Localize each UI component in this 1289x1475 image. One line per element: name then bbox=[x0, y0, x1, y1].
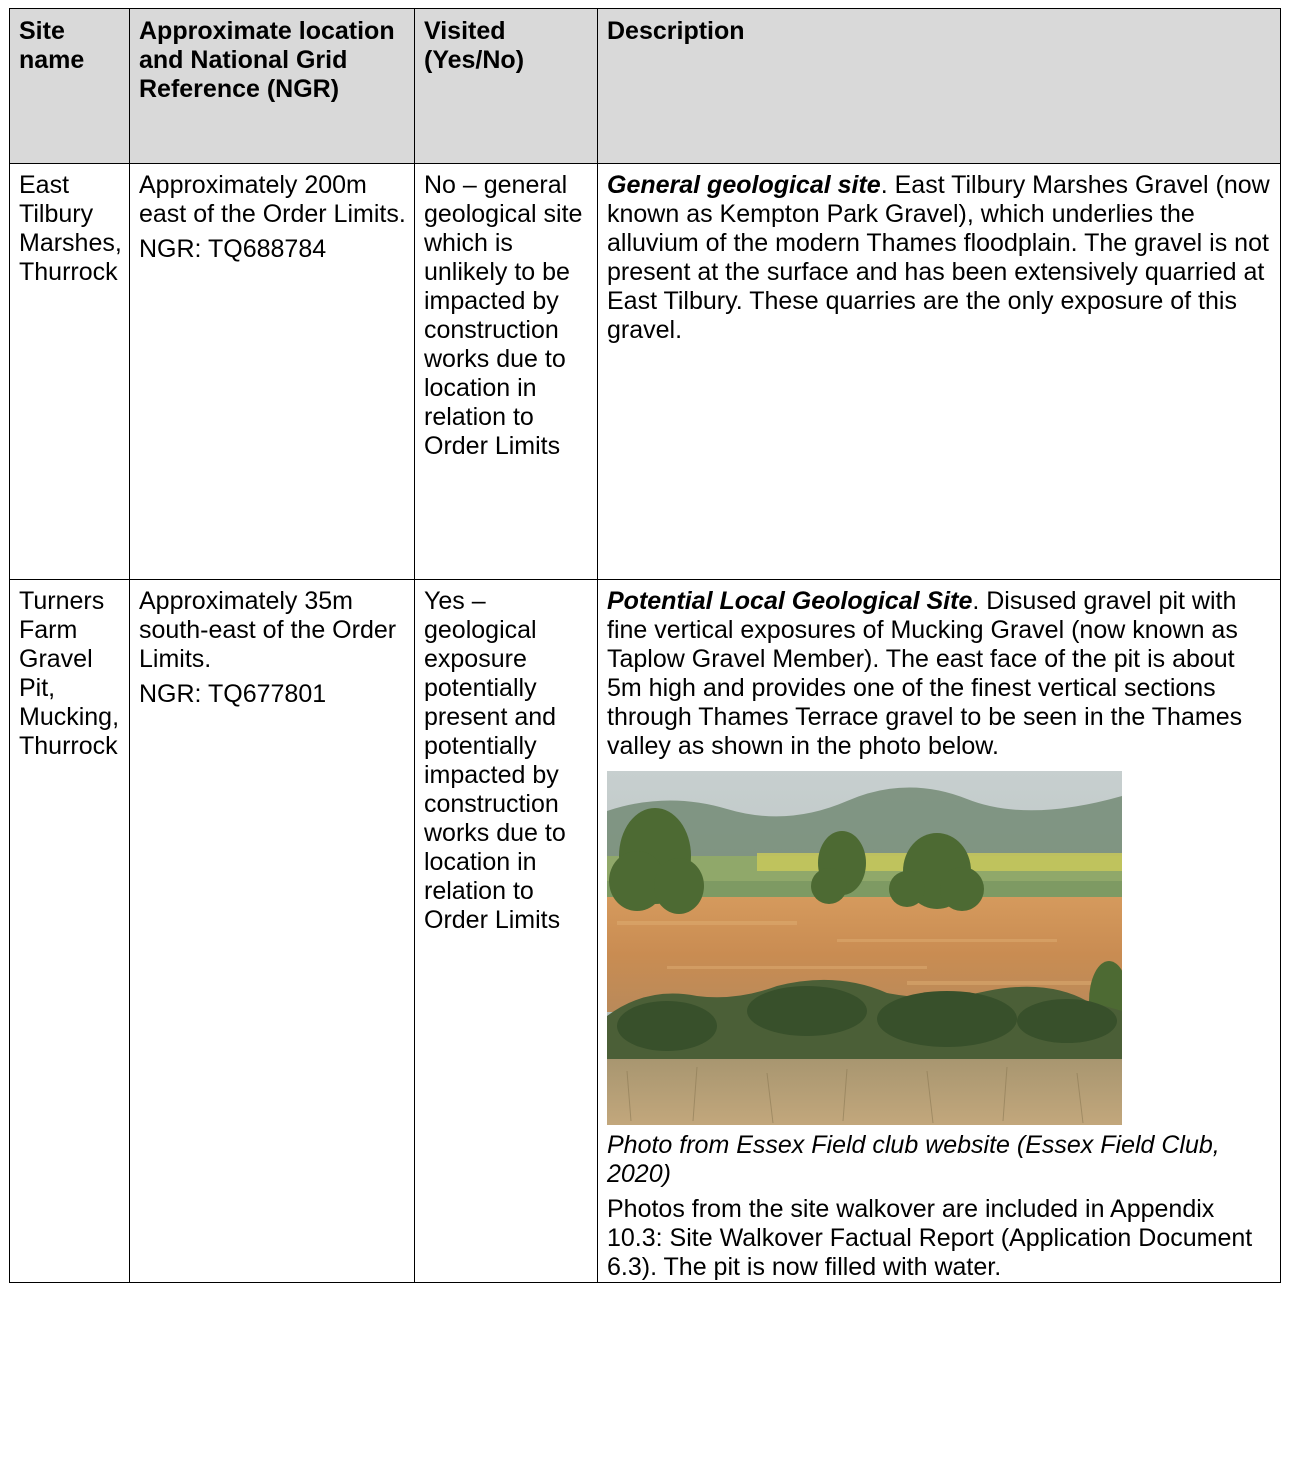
description-text: . Disused gravel pit with fine vertical exposures of Mucking Gravel (now known as Taplow Gravel Member). The east face of the pit is about 5m high and provides one of the finest vertical sections through Thames Terrace gravel to be seen in the Thames valley as shown in the photo below. bbox=[607, 587, 1243, 760]
header-visited: Visited (Yes/No) bbox=[415, 9, 598, 164]
location-text: Approximately 35m south-east of the Order Limits. bbox=[139, 587, 397, 673]
description-heading: General geological site bbox=[607, 171, 881, 199]
site-name-cell bbox=[10, 580, 130, 1283]
description-heading: Potential Local Geological Site bbox=[607, 587, 973, 615]
table-row bbox=[10, 580, 1281, 1283]
description-note: Photos from the site walkover are included in Appendix 10.3: Site Walkover Factual Report (Application Document 6.3). The pit is now filled with water. bbox=[607, 1195, 1253, 1281]
visited-text: Yes – geological exposure potentially present and potentially impacted by construction works due to location in relation to Order Limits bbox=[424, 587, 566, 934]
location-text: Approximately 200m east of the Order Limits. bbox=[139, 171, 406, 228]
description-text: . East Tilbury Marshes Gravel (now known as Kempton Park Gravel), which underlies the alluvium of the modern Thames floodplain. The gravel is not present at the surface and has been extensively quarried at East Tilbury. These quarries are the only exposure of this gravel. bbox=[607, 171, 1270, 344]
description-cell bbox=[598, 164, 1281, 580]
ngr-text: NGR: TQ688784 bbox=[139, 235, 327, 263]
description-paragraph bbox=[607, 587, 1272, 761]
ngr-text: NGR: TQ677801 bbox=[139, 680, 327, 708]
site-name-cell bbox=[10, 164, 130, 580]
table-row bbox=[10, 164, 1281, 580]
description-paragraph bbox=[607, 171, 1272, 345]
gravel-pit-photo bbox=[607, 771, 1122, 1125]
description-cell bbox=[598, 580, 1281, 1283]
header-site-name: Site name bbox=[10, 9, 130, 164]
visited-text: No – general geological site which is unlikely to be impacted by construction works due to location in relation to Order Limits bbox=[424, 171, 583, 460]
site-name: Turners Farm Gravel Pit, Mucking, Thurrock bbox=[19, 587, 120, 760]
visited-cell bbox=[415, 164, 598, 580]
location-cell bbox=[130, 580, 415, 1283]
geological-sites-table bbox=[9, 8, 1281, 1283]
location-cell bbox=[130, 164, 415, 580]
photo-caption: Photo from Essex Field club website (Essex Field Club, 2020) bbox=[607, 1131, 1220, 1188]
site-name: East Tilbury Marshes, Thurrock bbox=[19, 171, 122, 286]
table-header-row bbox=[10, 9, 1281, 164]
header-location: Approximate location and National Grid Reference (NGR) bbox=[130, 9, 415, 164]
header-description: Description bbox=[598, 9, 1281, 164]
visited-cell bbox=[415, 580, 598, 1283]
